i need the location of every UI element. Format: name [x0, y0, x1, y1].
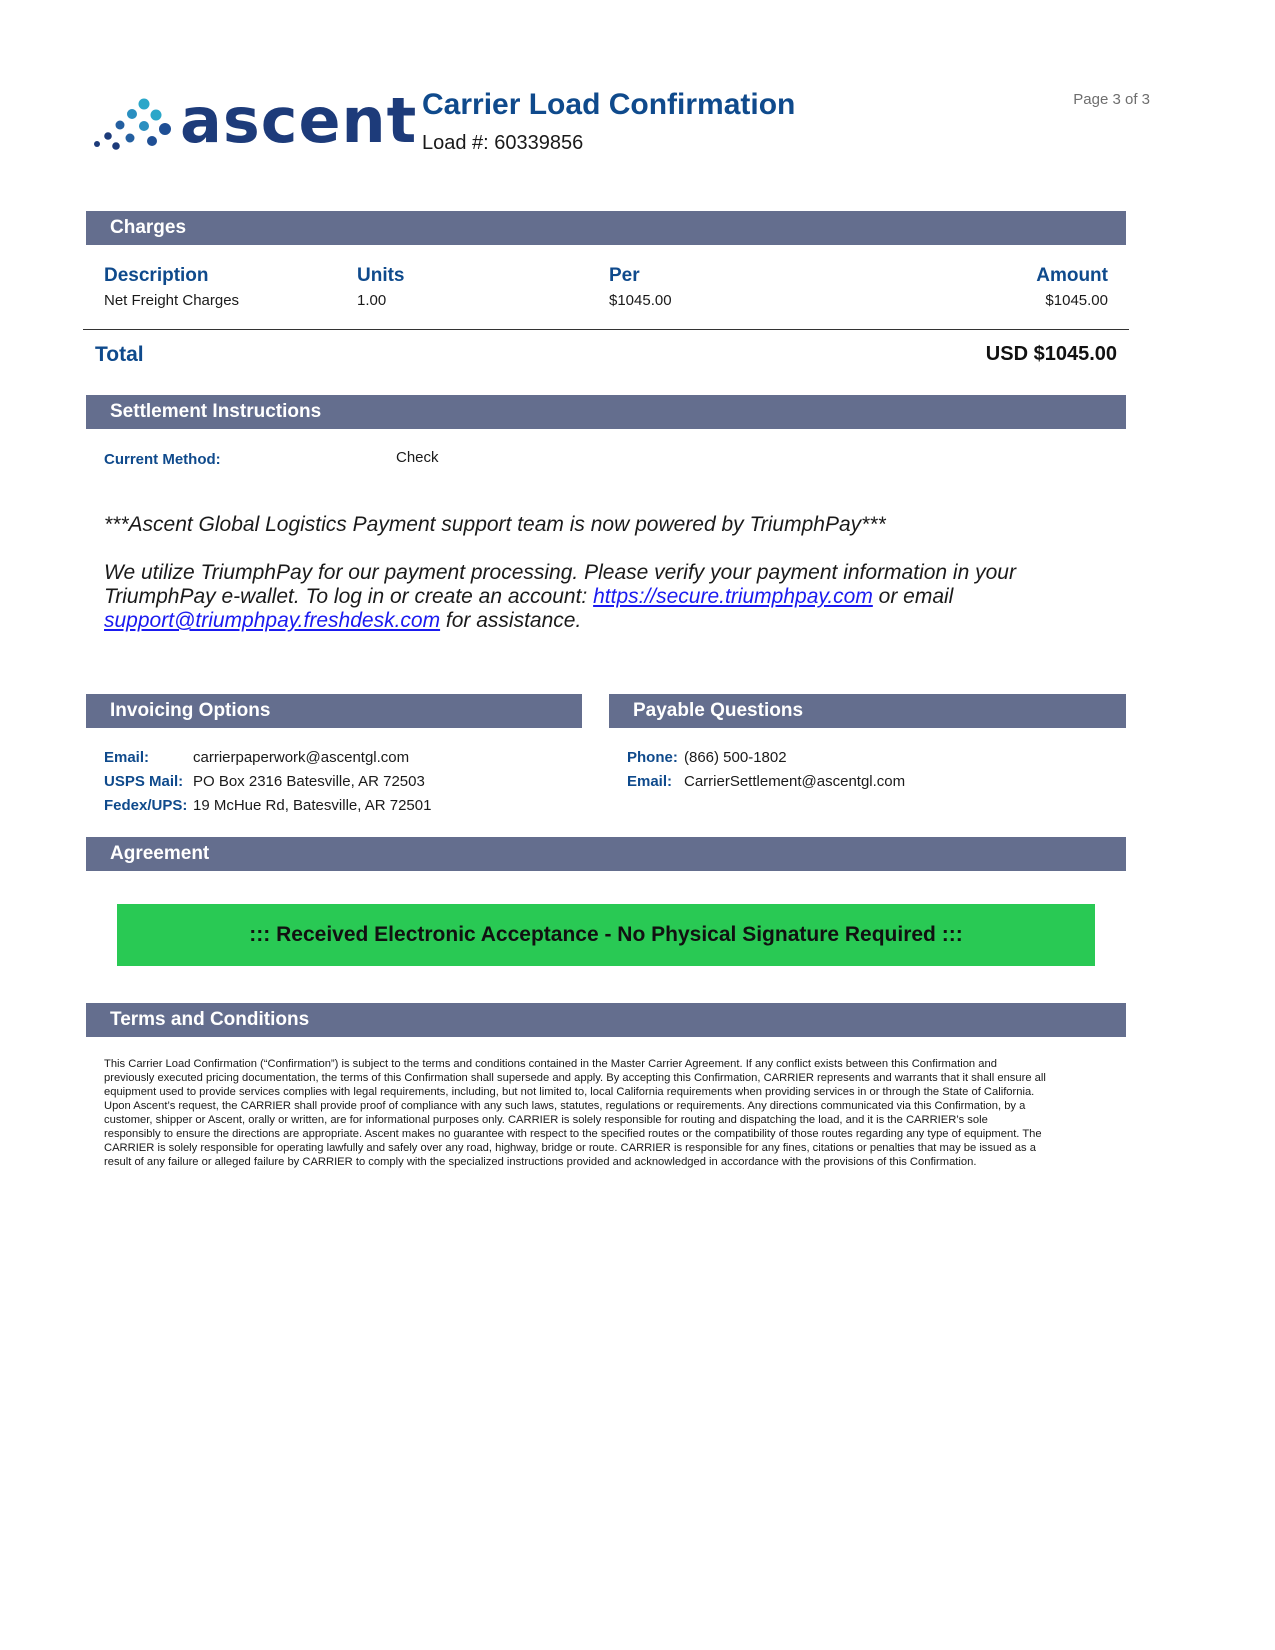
col-amount: Amount [1036, 265, 1108, 286]
payable-section-header: Payable Questions [609, 694, 1126, 728]
invoicing-section-header: Invoicing Options [86, 694, 582, 728]
payable-phone-value: (866) 500-1802 [684, 749, 787, 766]
settlement-section-header: Settlement Instructions [86, 395, 1126, 429]
col-units: Units [357, 265, 405, 286]
usps-mail-value: PO Box 2316 Batesville, AR 72503 [193, 773, 425, 790]
payable-email-value: CarrierSettlement@ascentgl.com [684, 773, 906, 790]
fedex-ups-value: 19 McHue Rd, Batesville, AR 72501 [193, 797, 432, 814]
usps-mail-label: USPS Mail: [104, 773, 184, 790]
payment-info-line1: We utilize TriumphPay for our payment processing. Please verify your payment information in your [104, 561, 1016, 584]
total-label: Total [95, 343, 144, 366]
terms-line: customer, shipper or Ascent, orally or written, are for informational purposes only. CARRIER is solely responsible for routing and dispatching the load, and it is the CARRIER’s sole [104, 1114, 988, 1126]
logo-wordmark: ascent [180, 84, 418, 157]
terms-section-header: Terms and Conditions [86, 1003, 1126, 1037]
invoicing-email-label: Email: [104, 749, 150, 766]
fedex-ups-label: Fedex/UPS: [104, 797, 188, 814]
row-amount: $1045.00 [1045, 292, 1108, 309]
load-number [422, 132, 583, 155]
col-per: Per [609, 265, 640, 286]
payment-info-line2-pre: TriumphPay e-wallet. To log in or create an account: [104, 585, 594, 608]
support-email-link[interactable]: support@triumphpay.freshdesk.com [104, 609, 441, 632]
row-per: $1045.00 [609, 292, 672, 309]
logo-dots-icon [92, 94, 172, 154]
col-description: Description [104, 265, 209, 286]
current-method-value: Check [396, 449, 439, 466]
terms-text [104, 1057, 1114, 1169]
row-description: Net Freight Charges [104, 292, 240, 309]
triumphpay-notice: ***Ascent Global Logistics Payment support team is now powered by TriumphPay*** [104, 513, 886, 536]
payment-info-line3-post: for assistance. [440, 609, 582, 632]
document-title: Carrier Load Confirmation [422, 88, 796, 121]
terms-line: Upon Ascent’s request, the CARRIER shall provide proof of compliance with any such laws, statutes, regulations or requirements. Any directions communicated via this Confirmation, by a [104, 1100, 1026, 1112]
electronic-acceptance-banner [117, 904, 1095, 966]
payable-email-label: Email: [627, 773, 673, 790]
terms-line: equipment used to provide services complies with legal requirements, including, but not limited to, local California requirements when providing services in or through the State of California. [104, 1086, 1035, 1098]
invoicing-email-value: carrierpaperwork@ascentgl.com [193, 749, 410, 766]
triumphpay-portal-link[interactable]: https://secure.triumphpay.com [593, 585, 873, 608]
row-units: 1.00 [357, 292, 387, 309]
total-value: USD $1045.00 [985, 343, 1117, 365]
charges-section-header: Charges [86, 211, 1126, 245]
payable-phone-label: Phone: [627, 749, 678, 766]
page-indicator: Page 3 of 3 [1073, 91, 1150, 108]
terms-line: previously executed pricing documentation, the terms of this Confirmation shall supersede and apply. By accepting this Confirmation, CARRIER represents and warrants that it shall ensure all [104, 1072, 1046, 1084]
load-label: Load #: [422, 132, 489, 154]
terms-line: result of any failure or alleged failure by CARRIER to comply with the specialized instructions provided and acknowledged in accordance with the provisions of this Confirmation. [104, 1156, 977, 1168]
agreement-section-header: Agreement [86, 837, 1126, 871]
terms-line: CARRIER is solely responsible for operating lawfully and safely over any road, highway, bridge or route. CARRIER is responsible for any fines, citations or penalties that may be issued as a [104, 1142, 1036, 1154]
terms-line: responsibly to ensure the directions are appropriate. Ascent makes no guarantee with respect to the specified routes or the compatibility of those routes regarding any type of equipment. The [104, 1128, 1042, 1140]
electronic-acceptance-text: ::: Received Electronic Acceptance - No Physical Signature Required ::: [249, 923, 963, 946]
payment-info-line2-post: or email [872, 585, 954, 608]
current-method-label: Current Method: [104, 451, 221, 468]
terms-line: This Carrier Load Confirmation (“Confirmation”) is subject to the terms and conditions contained in the Master Carrier Agreement. If any conflict exists between this Confirmation and [104, 1058, 997, 1070]
payment-info-line3 [104, 609, 581, 633]
ascent-logo [92, 84, 418, 157]
payment-info-line2 [104, 585, 953, 609]
charges-divider [83, 329, 1129, 330]
load-value: 60339856 [494, 132, 584, 154]
